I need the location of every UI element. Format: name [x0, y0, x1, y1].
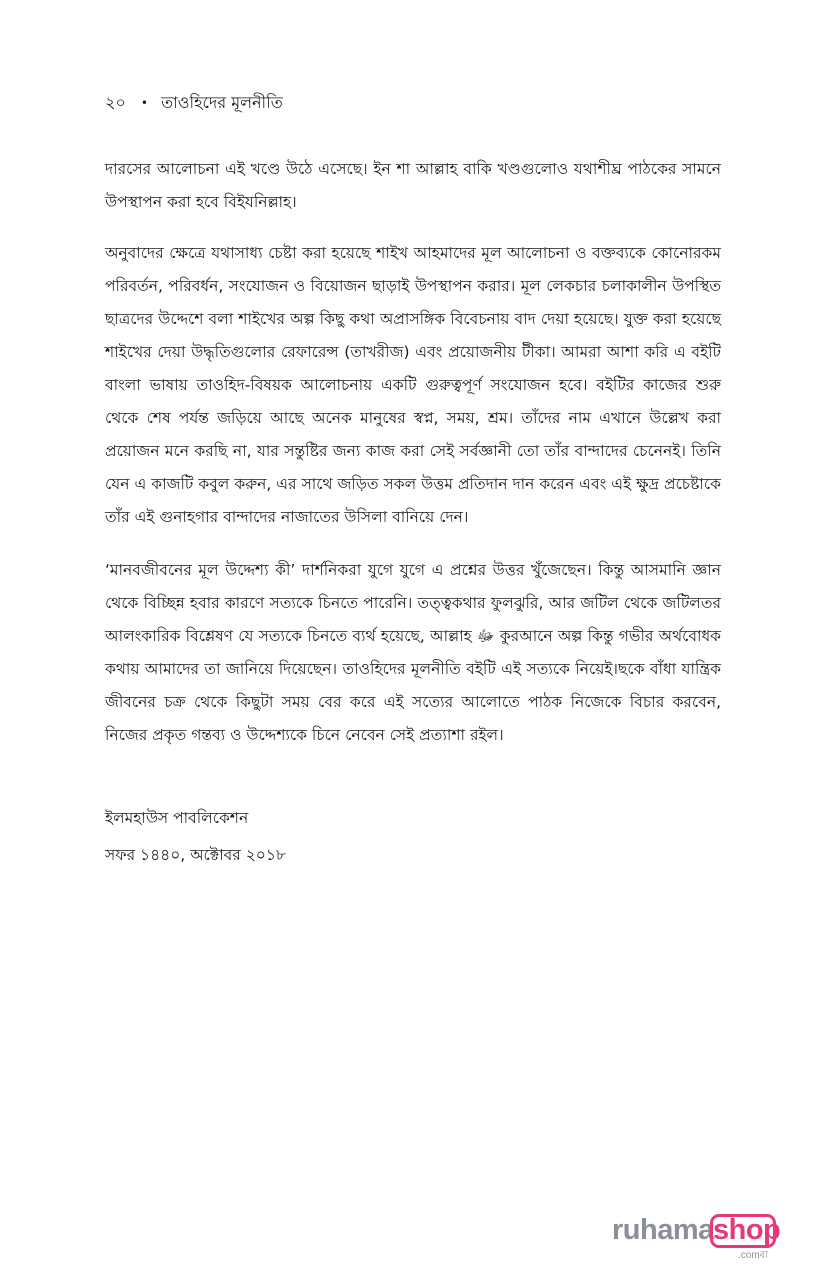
paragraph-2: অনুবাদের ক্ষেত্রে যথাসাধ্য চেষ্টা করা হয়েছে শাইখ আহমাদের মূল আলোচনা ও বক্তব্যকে কোনোরকম পরিবর্তন, পরিবর্ধন, সংযোজন ও বিয়োজন ছাড়াই উপস্থাপন করার। মূল লেকচার চলাকালীন উপস্থিত ছাত্রদের উদ্দেশে বলা শাইখের অল্প কিছু কথা অপ্রাসঙ্গিক বিবেচনায় বাদ দেয়া হয়েছে। যুক্ত করা হয়েছে শাইখের দেয়া উদ্ধৃতিগুলোর রেফারেন্স (তাখরীজ) এবং প্রয়োজনীয় টীকা। আমরা আশা করি এ বইটি বাংলা ভাষায় তাওহিদ-বিষয়ক আলোচনায় একটি গুরুত্বপূর্ণ সংযোজন হবে। বইটির কাজের শুরু থেকে শেষ পর্যন্ত জড়িয়ে আছে অনেক মানুষের স্বপ্ন, সময়, শ্রম। তাঁদের নাম এখানে উল্লেখ করা প্রয়োজন মনে করছি না, যার সন্তুষ্টির জন্য কাজ করা সেই সর্বজ্ঞানী তো তাঁর বান্দাদের চেনেনই। তিনি যেন এ কাজটি কবুল করুন, এর সাথে জড়িত সকল উত্তম প্রতিদান দান করেন এবং এই ক্ষুদ্র প্রচেষ্টাকে তাঁর এই গুনাহগার বান্দাদের নাজাতের উসিলা বানিয়ে দেন। [105, 244, 721, 526]
page-number: ২০ [105, 93, 126, 112]
header-bullet: • [140, 96, 148, 110]
running-header [105, 92, 283, 114]
logo-text-shop: shop [713, 1214, 781, 1246]
paragraph-3: ‘মানবজীবনের মূল উদ্দেশ্য কী’ দার্শনিকরা যুগে যুগে এ প্রশ্নের উত্তর খুঁজেছেন। কিন্তু আসমানি জ্ঞান থেকে বিচ্ছিন্ন হবার কারণে সত্যকে চিনতে পারেনি। তত্ত্বকথার ফুলঝুরি, আর জটিল থেকে জটিলতর আলংকারিক বিশ্লেষণ যে সত্যকে চিনতে ব্যর্থ হয়েছে, আল্লাহ ﷻ কুরআনে অল্প কিন্তু গভীর অর্থবোধক কথায় আমাদের তা জানিয়ে দিয়েছেন। তাওহিদের মূলনীতি বইটি এই সত্যকে নিয়েই।ছকে বাঁধা যান্ত্রিক জীবনের চক্র থেকে কিছুটা সময় বের করে এই সত্যের আলোতে পাঠক নিজেকে বিচার করবেন, নিজের প্রকৃত গন্তব্য ও উদ্দেশ্যকে চিনে নেবেন সেই প্রত্যাশা রইল। [105, 561, 721, 744]
paragraph-1: দারসের আলোচনা এই খণ্ডে উঠে এসেছে। ইন শা আল্লাহ বাকি খণ্ডগুলোও যথাশীঘ্র পাঠকের সামনে উপস্থাপন করা হবে বিইযনিল্লাহ। [105, 160, 721, 211]
publication-date: সফর ১৪৪০, অক্টোবর ২০১৮ [105, 846, 286, 864]
logo-text-domain: .comবা [738, 1250, 769, 1261]
publisher-name: ইলমহাউস পাবলিকেশন [105, 809, 249, 827]
body-text [105, 153, 721, 772]
logo-text-ruhama: ruhama [612, 1214, 714, 1246]
ruhamashop-logo [612, 1212, 780, 1260]
signoff [105, 800, 286, 874]
book-title: তাওহিদের মূলনীতি [161, 93, 283, 112]
